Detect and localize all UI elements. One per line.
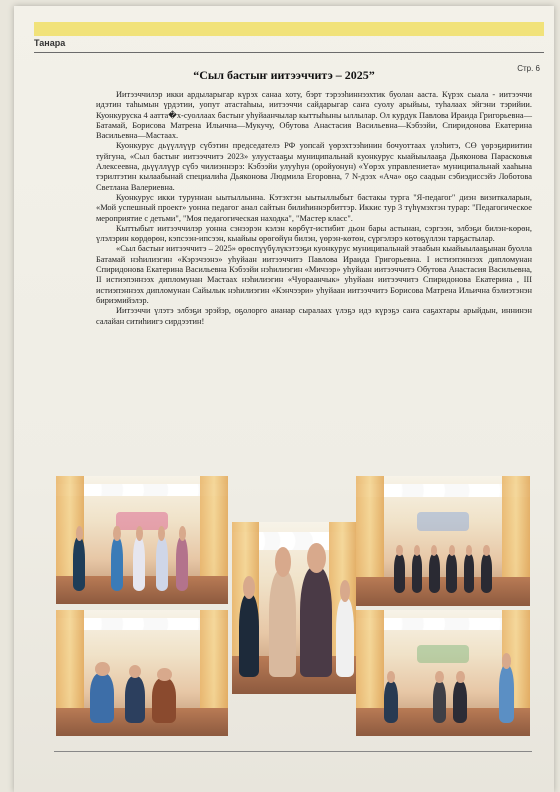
person-figure: [133, 537, 145, 591]
article-paragraph: Куонкурус дьүүллүүр сүбэтин председателэ РФ уопсай үөрэхтээһинин бочуоттаах үлэһитэ, СӨ үөрэҕириитин туйгуна, «Сыл бастыҥ иитээччитэ 2023» улуустааҕы муниципальнай куонкурус кыайыылааҕа Дьяконова Парасковья Алексеевна, дьүүллүүр сүбэ чилиэннэрэ: Кэбээйи улууһун (оройуонун) «Үөрэх управлениета» муниципальнай хааһына тэрилтэтин кылаабынай специалиһа Дьяконова Людмила Егоровна, 7 N-дээх «Ача» оҕо саадын сэбиэдиссэйэ Лоботова Светлана Валериевна.: [96, 141, 532, 192]
person-figure: [384, 681, 398, 724]
stage-banner: [417, 645, 469, 663]
photo-group-stage: [56, 476, 228, 604]
photo-children-hall: [356, 610, 530, 736]
person-figure: [464, 554, 474, 593]
article-body: [96, 90, 532, 327]
photo-collage: [56, 476, 530, 740]
person-figure: [300, 567, 332, 677]
person-figure: [429, 554, 439, 593]
person-figure: [433, 681, 447, 724]
article-paragraph: Куонкурус икки туруннан ыытыллынна. Кэтэхтэн ыытыллыбыт бастакы турга "Я-педагог" диэн визиткаларын, «Мой успешный проект» уонна педагог анал сайтын билиһиннэрбиттэр. Иккис тур 3 түһүмэхтэн турар: "Педагогическое мероприятие с детьми", "Моя педагогическая находка", "Мастер класс".: [96, 192, 532, 223]
person-figure: [394, 554, 404, 593]
person-figure: [239, 594, 259, 677]
person-figure: [453, 681, 467, 724]
person-figure: [499, 665, 515, 723]
article-paragraph: Иитээччи үлэтэ элбэҕи эрэйэр, оҕолорго ананар сыралаах үлэҕэ идэ күрэҕэ саҥа саҕахтары арыйдын, иннинэн салайан ситиһиигэ сирдээтин!: [96, 306, 532, 326]
photo-children-table: [56, 610, 228, 736]
article-title: “Сыл бастыҥ иитээччитэ – 2025”: [193, 68, 375, 82]
stage-banner: [417, 512, 469, 530]
person-figure: [111, 537, 123, 591]
person-figure: [90, 673, 114, 723]
person-figure: [73, 537, 85, 591]
person-figure: [176, 537, 188, 591]
photo-children-row: [356, 476, 530, 606]
person-figure: [152, 678, 176, 723]
person-figure: [269, 570, 296, 677]
section-name: Танара: [34, 38, 66, 48]
person-figure: [446, 554, 456, 593]
person-figure: [156, 537, 168, 591]
person-figure: [481, 554, 491, 593]
article-paragraph: «Сыл бастыҥ иитээччитэ – 2025» өрөспүүбүлүкэтээҕи куонкурус муниципальнай этаабын кыайыылааҕынан буолла Батамай нэһилиэгин «Кэрэчээнэ» уһуйаан иитээччитэ Павлова Ираида Григорьевна. I истиэпэннээх дипломунан Спиридонова Екатерина Васильевна Кэбээйи нэһилиэгин «Мичээр» уһуйаан иитээччитэ Обутова Анастасия Васильевна, II истиэпэннээх дипломунан Мастаах нэһилиэгин «Чуораанчык» уһуйаан иитээччитэ Спиридонова Екатерина , III истиэпэннээх дипломунан Сайылык нэһилиэгин «Кэнчээри» уһуйаан иитээччитэ Борисова Матрена Ильична бэлиэтэнэн бириэмийэлэр.: [96, 244, 532, 305]
photo-award-winners: [232, 522, 356, 694]
person-figure: [336, 598, 353, 677]
page-number: Стр. 6: [517, 64, 540, 73]
header-divider: [34, 52, 544, 53]
top-color-band: [34, 22, 544, 36]
footer-divider: [54, 751, 532, 752]
article-paragraph: Иитээччилэр икки ардыларыгар күрэх санаа хоту, бэрт тэрээһиннээхтик буолан ааста. Күрэх сыала - иитээччи идэтин таһымын үрдэтии, уопут атастаһыы, иитээччи сайдарыгар саҥа суолу арыйыы, туһалаах эйгэни тэрийии. Куонкуруска 4 аатта�х-суоллаах бастыҥ уһуйаанчылар кыттыһыны ыллылар. Ол курдук Павлова Ираида Григорьевна—Батамай, Борисова Матрена Ильична—Мукучу, Обутова Анастасия Васильевна—Кэбээйи, Спиридонова Екатерина Васильевна—Мастаах.: [96, 90, 532, 141]
article-paragraph: Кыттыбыт иитээччилэр уонна сэнээрэн кэлэн көрбүт-истибит дьон бары астынан, сэргээн, элбэҕи билэн-көрөн, үлэлэрин көрдөрөн, кэпсээн-ипсээн, кыайыы өрөгөйүн билэн, үөрэн-көтөн, сүргэлэрэ көтөҕүллэн тарҕастылар.: [96, 223, 532, 244]
person-figure: [412, 554, 422, 593]
person-figure: [125, 676, 146, 724]
